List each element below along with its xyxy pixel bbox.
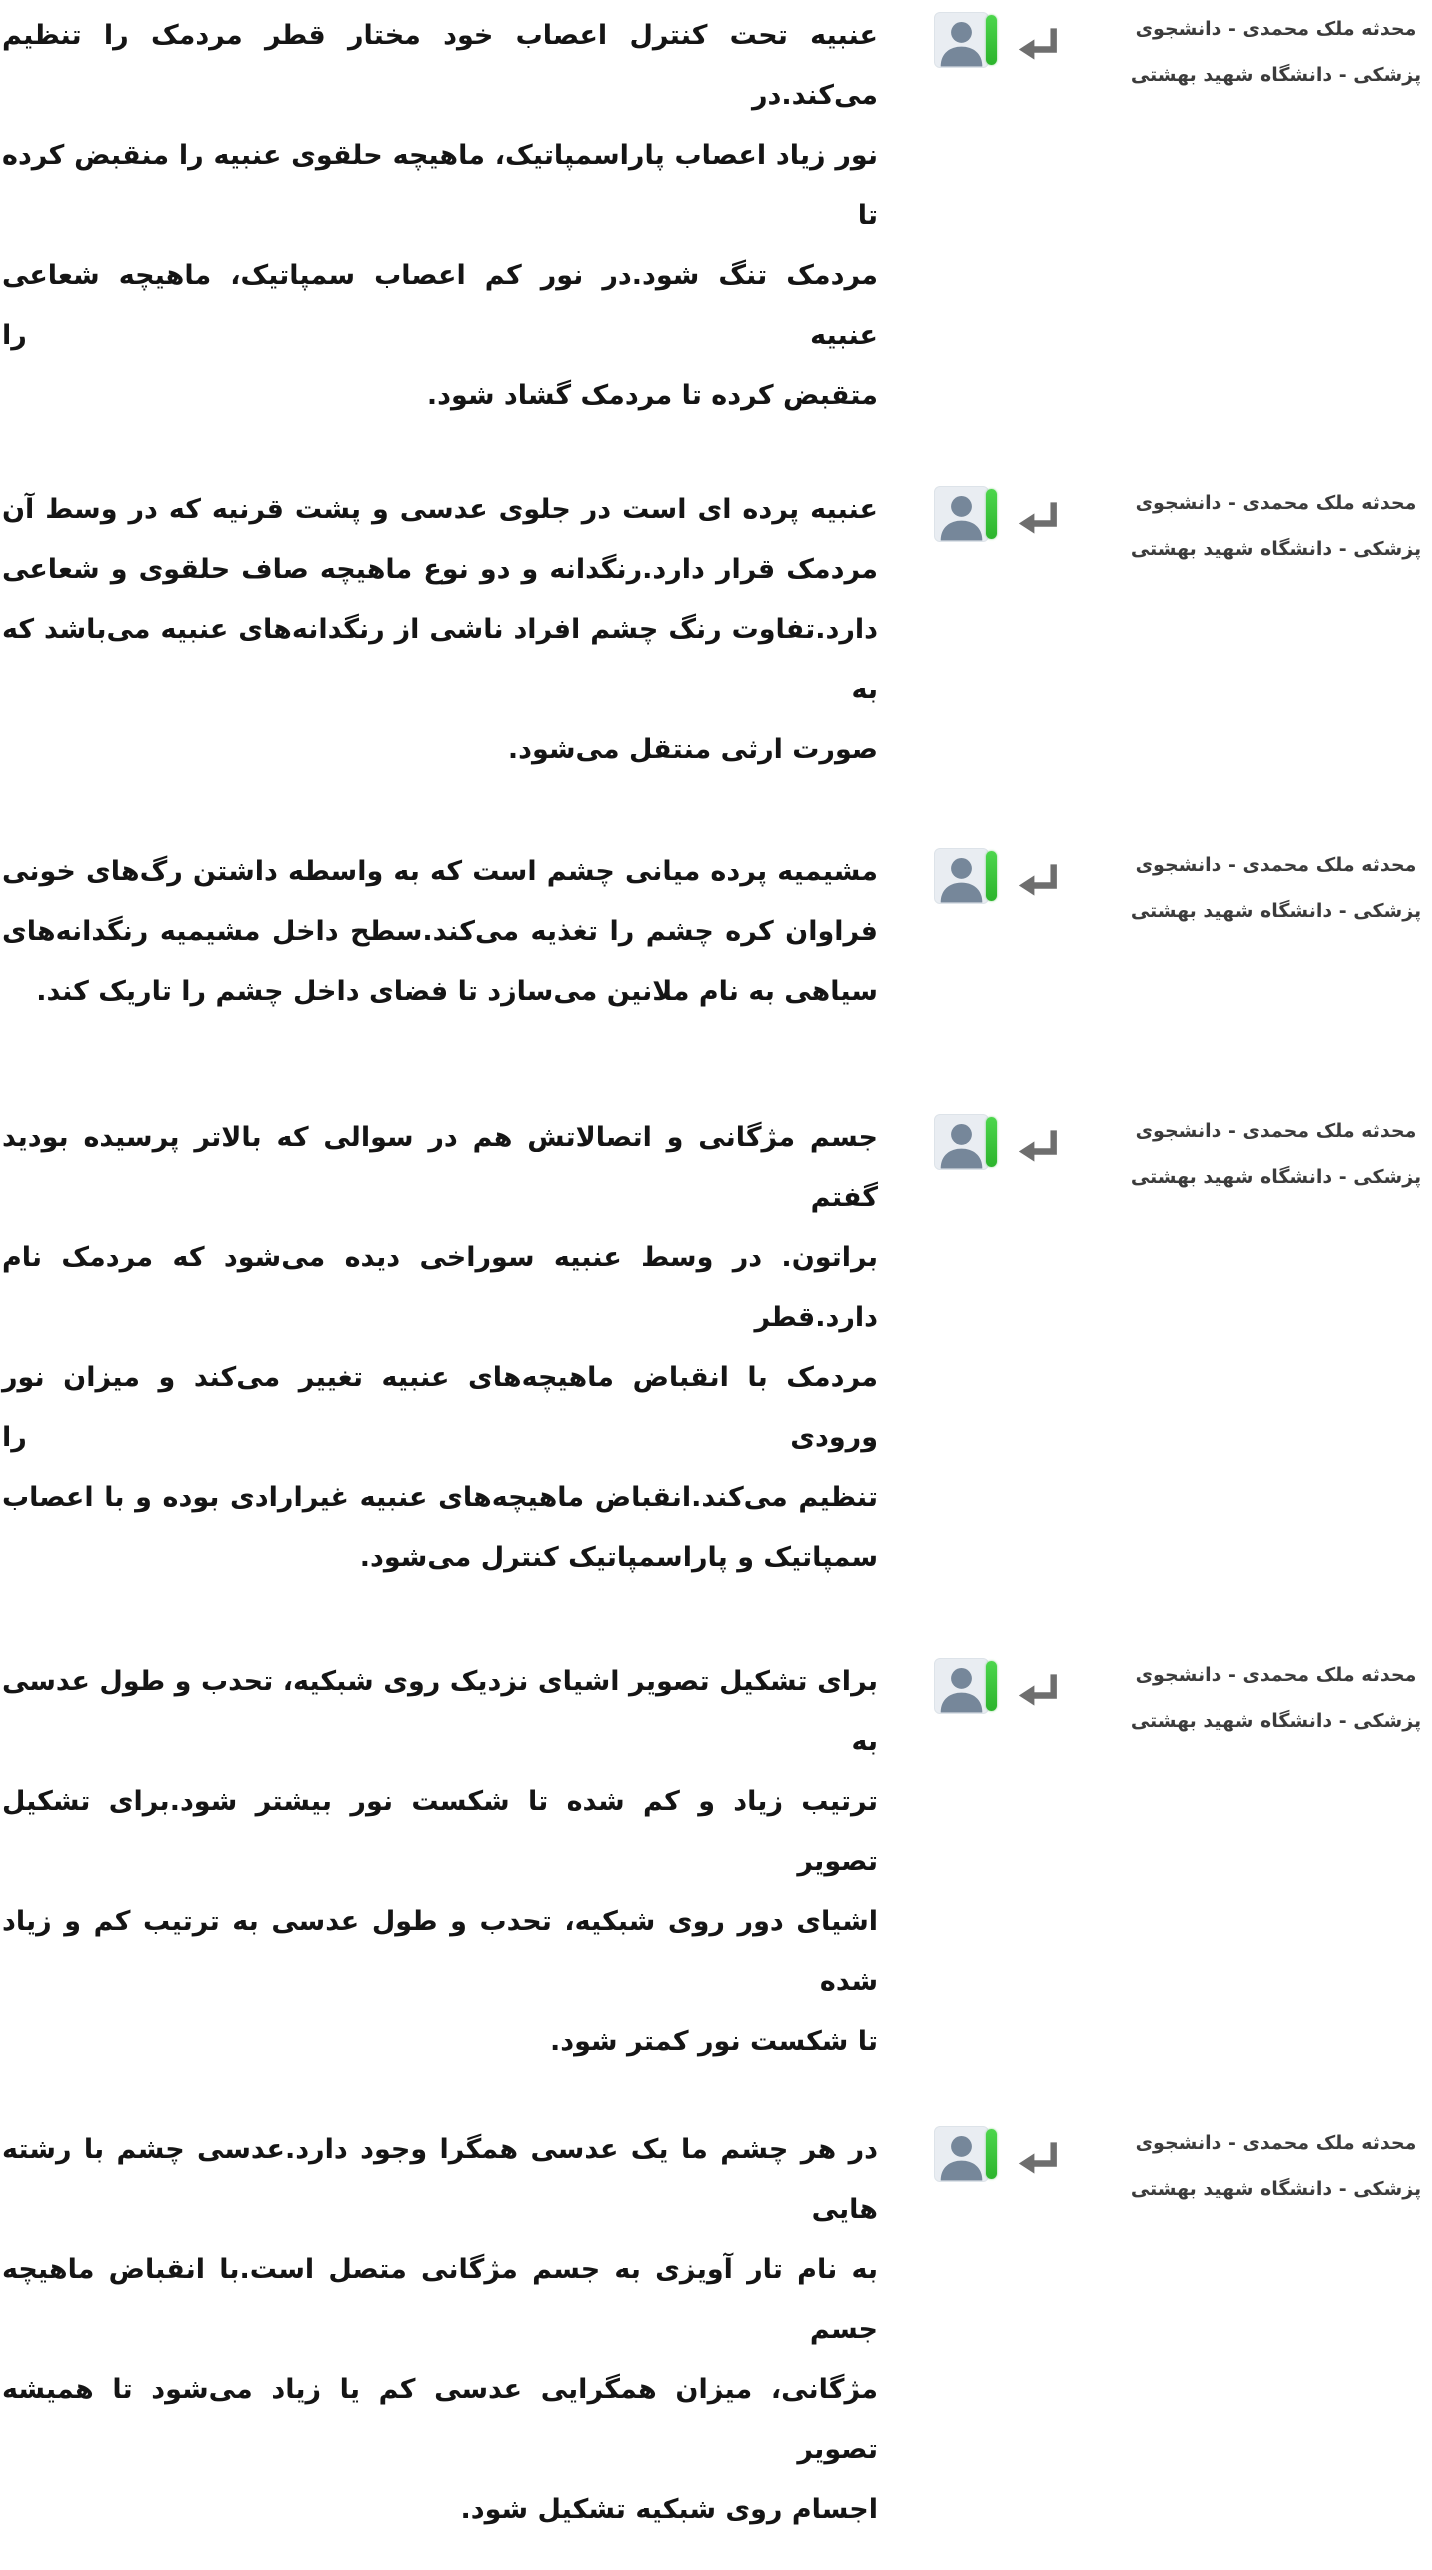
- answer-line: در هر چشم ما یک عدسی همگرا وجود دارد.عدسی چشم با رشته هایی: [2, 2134, 878, 2225]
- author-name: محدثه ملک محمدی - دانشجوی: [1135, 492, 1417, 514]
- author-affiliation: پزشکی - دانشگاه شهید بهشتی: [1130, 64, 1422, 86]
- person-avatar-icon: [934, 2126, 989, 2182]
- author-affiliation: پزشکی - دانشگاه شهید بهشتی: [1130, 538, 1422, 560]
- answer-line: مردمک تنگ شود.در نور کم اعصاب سمپاتیک، ماهیچه شعاعی عنبیه را: [2, 260, 878, 351]
- answer-line: اشیای دور روی شبکیه، تحدب و طول عدسی به ترتیب کم و زیاد شده: [2, 1906, 878, 1997]
- answer-line: نور زیاد اعصاب پاراسمپاتیک، ماهیچه حلقوی عنبیه را منقبض کرده تا: [2, 140, 878, 231]
- author-affiliation: پزشکی - دانشگاه شهید بهشتی: [1130, 1166, 1422, 1188]
- answer-line: مشیمیه پرده میانی چشم است که به واسطه داشتن رگ‌های خونی: [2, 856, 878, 887]
- green-status-bar: [986, 2129, 997, 2179]
- answer-block: [2, 1652, 1432, 2072]
- answer-text: [2, 2120, 878, 2540]
- avatar[interactable]: [934, 12, 997, 70]
- person-avatar-icon: [934, 1114, 989, 1170]
- reply-arrow-icon[interactable]: [1017, 1668, 1061, 1716]
- person-avatar-icon: [934, 1658, 989, 1714]
- answer-line: ترتیب زیاد و کم شده تا شکست نور بیشتر شود.برای تشکیل تصویر: [2, 1786, 878, 1877]
- answer-line: مژگانی، میزان همگرایی عدسی کم یا زیاد می‌شود تا همیشه تصویر: [2, 2374, 878, 2465]
- reply-arrow-icon[interactable]: [1017, 1124, 1061, 1172]
- author-info: [1116, 1652, 1432, 1744]
- avatar[interactable]: [934, 2126, 997, 2184]
- answer-block: [2, 6, 1432, 426]
- answer-text: [2, 1652, 878, 2072]
- avatar[interactable]: [934, 1114, 997, 1172]
- author-info: [1116, 2120, 1432, 2212]
- answer-line: اجسام روی شبکیه تشکیل شود.: [460, 2494, 878, 2525]
- answer-line: برای تشکیل تصویر اشیای نزدیک روی شبکیه، تحدب و طول عدسی به: [2, 1666, 878, 1757]
- answer-block: [2, 2120, 1432, 2540]
- answer-line: براتون. در وسط عنبیه سوراخی دیده می‌شود که مردمک نام دارد.قطر: [2, 1242, 878, 1333]
- answer-line: عنبیه تحت کنترل اعصاب خود مختار قطر مردمک را تنظیم می‌کند.در: [2, 20, 878, 111]
- author-info: [1116, 480, 1432, 572]
- answer-line: تنظیم می‌کند.انقباض ماهیچه‌های عنبیه غیرارادی بوده و با اعصاب: [2, 1482, 878, 1513]
- answer-line: مردمک با انقباض ماهیچه‌های عنبیه تغییر می‌کند و میزان نور ورودی را: [2, 1362, 878, 1453]
- author-name: محدثه ملک محمدی - دانشجوی: [1135, 2132, 1417, 2154]
- author-info: [1116, 1108, 1432, 1200]
- answer-line: تا شکست نور کمتر شود.: [549, 2026, 878, 2057]
- avatar[interactable]: [934, 486, 997, 544]
- author-info: [1116, 842, 1432, 934]
- answer-line: دارد.تفاوت رنگ چشم افراد ناشی از رنگدانه‌های عنبیه می‌باشد که به: [2, 614, 878, 705]
- answer-text: [2, 6, 878, 426]
- answer-block: [2, 480, 1432, 780]
- answer-line: سیاهی به نام ملانین می‌سازد تا فضای داخل چشم را تاریک کند.: [36, 976, 878, 1007]
- person-avatar-icon: [934, 848, 989, 904]
- person-avatar-icon: [934, 486, 989, 542]
- author-name: محدثه ملک محمدی - دانشجوی: [1135, 1120, 1417, 1142]
- green-status-bar: [986, 851, 997, 901]
- reply-arrow-icon[interactable]: [1017, 2136, 1061, 2184]
- answer-line: صورت ارثی منتقل می‌شود.: [507, 734, 878, 765]
- green-status-bar: [986, 1661, 997, 1711]
- avatar[interactable]: [934, 1658, 997, 1716]
- answer-block: [2, 842, 1432, 1022]
- answer-line: سمپاتیک و پاراسمپاتیک کنترل می‌شود.: [359, 1542, 878, 1573]
- reply-arrow-icon[interactable]: [1017, 496, 1061, 544]
- answer-block: [2, 1108, 1432, 1588]
- answer-line: جسم مژگانی و اتصالاتش هم در سوالی که بالاتر پرسیده بودید گفتم: [2, 1122, 878, 1213]
- reply-arrow-icon[interactable]: [1017, 858, 1061, 906]
- green-status-bar: [986, 1117, 997, 1167]
- answer-text: [2, 480, 878, 780]
- author-affiliation: پزشکی - دانشگاه شهید بهشتی: [1130, 2178, 1422, 2200]
- green-status-bar: [986, 15, 997, 65]
- author-name: محدثه ملک محمدی - دانشجوی: [1135, 1664, 1417, 1686]
- answer-line: عنبیه پرده ای است در جلوی عدسی و پشت قرنیه که در وسط آن: [2, 494, 878, 525]
- author-affiliation: پزشکی - دانشگاه شهید بهشتی: [1130, 1710, 1422, 1732]
- author-affiliation: پزشکی - دانشگاه شهید بهشتی: [1130, 900, 1422, 922]
- green-status-bar: [986, 489, 997, 539]
- person-avatar-icon: [934, 12, 989, 68]
- answer-line: به نام تار آویزی به جسم مژگانی متصل است.با انقباض ماهیچه جسم: [2, 2254, 878, 2345]
- author-info: [1116, 6, 1432, 98]
- answer-line: فراوان کره چشم را تغذیه می‌کند.سطح داخل مشیمیه رنگدانه‌های: [2, 916, 878, 947]
- author-name: محدثه ملک محمدی - دانشجوی: [1135, 854, 1417, 876]
- answer-line: متقبض کرده تا مردمک گشاد شود.: [426, 380, 878, 411]
- author-name: محدثه ملک محمدی - دانشجوی: [1135, 18, 1417, 40]
- answer-line: مردمک قرار دارد.رنگدانه و دو نوع ماهیچه صاف حلقوی و شعاعی: [2, 554, 878, 585]
- answer-text: [2, 1108, 878, 1588]
- answer-text: [2, 842, 878, 1022]
- avatar[interactable]: [934, 848, 997, 906]
- reply-arrow-icon[interactable]: [1017, 22, 1061, 70]
